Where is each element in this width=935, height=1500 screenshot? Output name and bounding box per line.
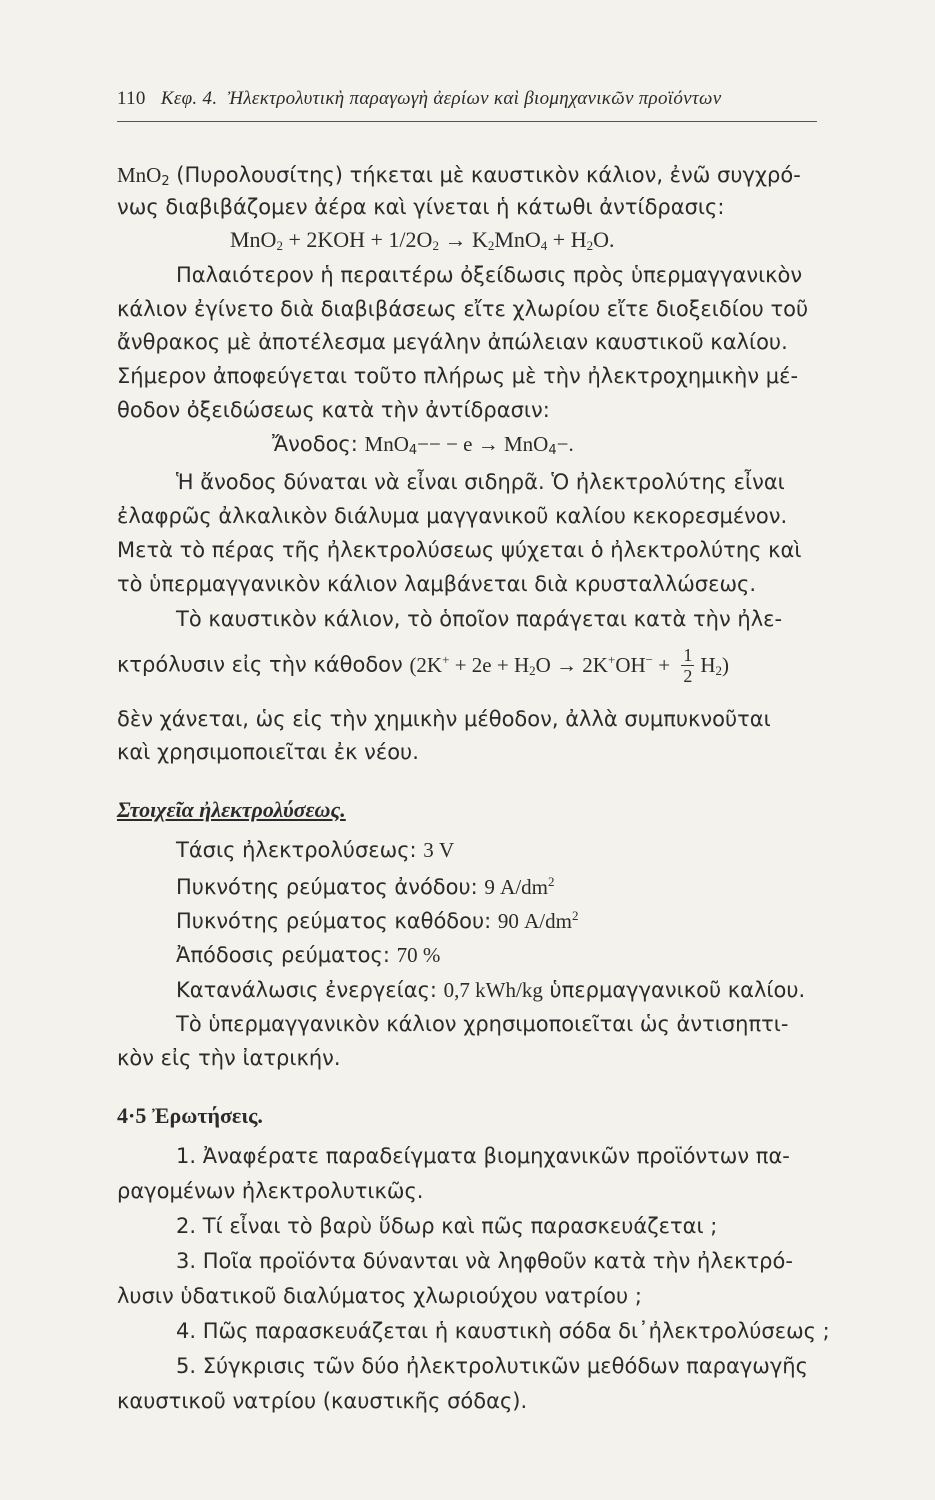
p4-line-2: κτρόλυσιν εἰς τὴν κάθοδον ($2K^+ + 2e + H_2O \to 2K^+OH^-$ + $\frac{1}{2}$ $H_2$) [117, 645, 730, 686]
equation-2: Ἄνοδος: MnO$_4$−− − e → MnO$_4$−. [272, 432, 574, 458]
p4-line-3: δὲν χάνεται, ὡς εἰς τὴν χημικὴν μέθοδον, ἀλλὰ συμπυκνοῦται [117, 707, 771, 731]
p2-line-5: θοδον ὀξειδώσεως κατὰ τὴν ἀντίδρασιν: [117, 398, 550, 422]
page-number: 110 [117, 88, 146, 109]
running-header [117, 88, 817, 110]
p3-line-4: τὸ ὑπερμαγγανικὸν κάλιον λαμβάνεται διὰ κρυσταλλώσεως. [117, 572, 757, 596]
p4-line-4: καὶ χρησιμοποιεῖται ἐκ νέου. [117, 740, 419, 764]
elements-row-cathode-density: Πυκνότης ρεύματος καθόδου: 90 $A/dm^2$ [176, 908, 579, 933]
p3-line-1: Ἡ ἄνοδος δύναται νὰ εἶναι σιδηρᾶ. Ὁ ἠλεκτρολύτης εἶναι [176, 470, 785, 494]
questions-heading: 4·5 Ἐρωτήσεις. [117, 1103, 263, 1128]
header-rule [117, 121, 817, 122]
p3-line-2: ἐλαφρῶς ἀλκαλικὸν διάλυμα μαγγανικοῦ καλίου κεκορεσμένον. [117, 504, 788, 528]
question-5-line-2: καυστικοῦ νατρίου (καυστικῆς σόδας). [117, 1389, 528, 1413]
p2-line-3: ἄνθρακος μὲ ἀποτέλεσμα μεγάλην ἀπώλειαν καυστικοῦ καλίου. [117, 330, 788, 354]
p2-line-2: κάλιον ἐγίνετο διὰ διαβιβάσεως εἴτε χλωρίου εἴτε διοξειδίου τοῦ [117, 297, 809, 321]
elements-row-energy: Κατανάλωσις ἐνεργείας: 0,7 kWh/kg ὑπερμαγγανικοῦ καλίου. [176, 978, 806, 1002]
elements-use-line-2: κὸν εἰς τὴν ἰατρικήν. [117, 1046, 341, 1070]
p1-line-2: νως διαβιβάζομεν ἀέρα καὶ γίνεται ἡ κάτωθι ἀντίδρασις: [117, 195, 725, 219]
question-1-line-1: 1. Ἀναφέρατε παραδείγματα βιομηχανικῶν προϊόντων πα- [176, 1144, 790, 1168]
p1-line-1: MnO$_2$ (Πυρολουσίτης) τήκεται μὲ καυστικὸν κάλιον, ἐνῶ συγχρό- [117, 163, 801, 189]
chapter-title: Ἠλεκτρολυτικὴ παραγωγὴ ἀερίων καὶ βιομηχανικῶν προϊόντων [227, 88, 722, 109]
chapter-label: Κεφ. 4. [160, 88, 218, 109]
elements-use-line-1: Τὸ ὑπερμαγγανικὸν κάλιον χρησιμοποιεῖται ὡς ἀντισηπτι- [176, 1012, 789, 1036]
question-5-line-1: 5. Σύγκρισις τῶν δύο ἠλεκτρολυτικῶν μεθόδων παραγωγῆς [176, 1354, 808, 1378]
p2-line-4: Σήμερον ἀποφεύγεται τοῦτο πλήρως μὲ τὴν ἠλεκτροχημικὴν μέ- [117, 364, 799, 388]
elements-row-current-efficiency: Ἀπόδοσις ρεύματος: 70 % [176, 943, 441, 967]
p2-line-1: Παλαιότερον ἡ περαιτέρω ὀξείδωσις πρὸς ὑπερμαγγανικὸν [176, 263, 803, 287]
p4-line-1: Τὸ καυστικὸν κάλιον, τὸ ὁποῖον παράγεται κατὰ τὴν ἠλε- [176, 607, 783, 631]
question-3-line-2: λυσιν ὑδατικοῦ διαλύματος χλωριούχου νατρίου ; [117, 1284, 642, 1308]
elements-row-anode-density: Πυκνότης ρεύματος ἀνόδου: 9 $A/dm^2$ [176, 874, 555, 899]
question-2: 2. Τί εἶναι τὸ βαρὺ ὕδωρ καὶ πῶς παρασκευάζεται ; [176, 1214, 718, 1238]
fraction-one-half: $\frac{1}{2}$ [683, 645, 693, 686]
elements-row-voltage: Τάσις ἠλεκτρολύσεως: 3 V [176, 838, 455, 862]
elements-heading: Στοιχεῖα ἠλεκτρολύσεως. [117, 797, 346, 822]
p3-line-3: Μετὰ τὸ πέρας τῆς ἠλεκτρολύσεως ψύχεται ὁ ἠλεκτρολύτης καὶ [117, 538, 802, 562]
equation-1: $MnO_2 + 2KOH + 1/2O_2 \to K_2MnO_4 + H_2O$. [230, 227, 615, 253]
question-4: 4. Πῶς παρασκευάζεται ἡ καυστικὴ σόδα δι᾽ἠλεκτρολύσεως ; [176, 1319, 830, 1343]
question-3-line-1: 3. Ποῖα προϊόντα δύνανται νὰ ληφθοῦν κατὰ τὴν ἠλεκτρό- [176, 1249, 793, 1273]
question-1-line-2: ραγομένων ἠλεκτρολυτικῶς. [117, 1179, 424, 1203]
